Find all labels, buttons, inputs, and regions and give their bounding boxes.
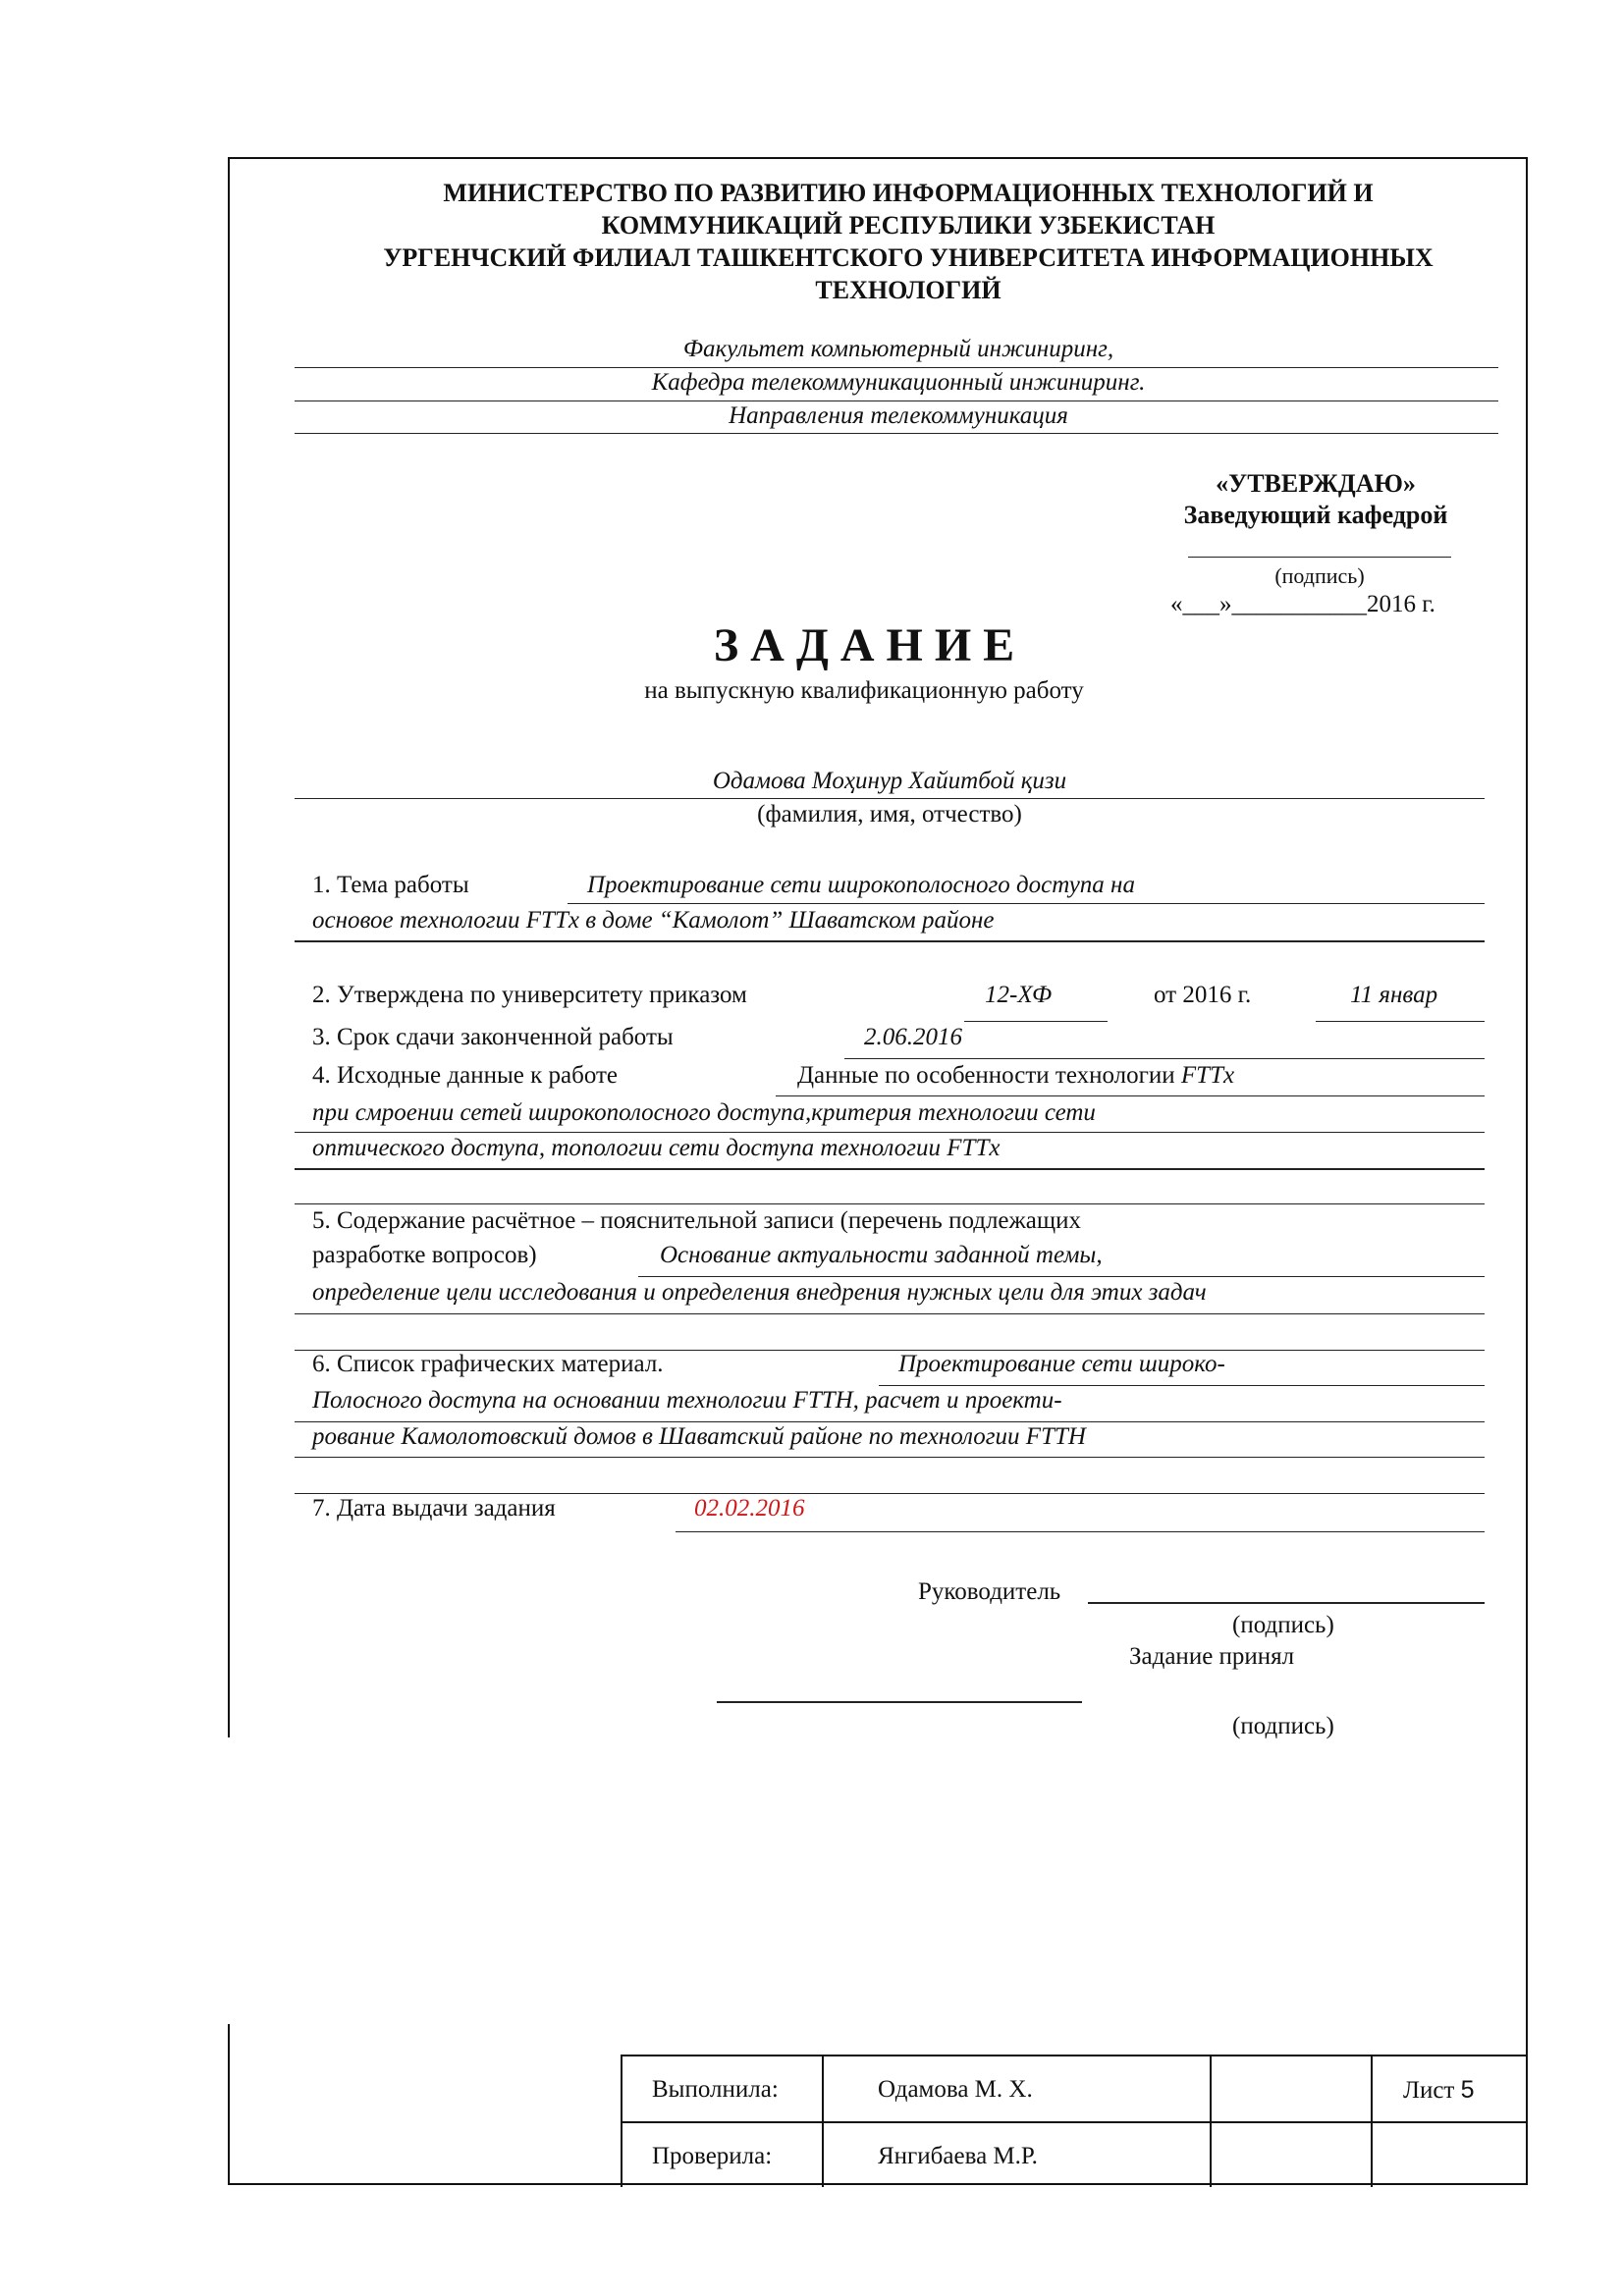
order-date-underline xyxy=(1316,1021,1485,1022)
accepted-label: Задание принял xyxy=(1129,1643,1295,1670)
deadline-label: 3. Срок сдачи законченной работы xyxy=(312,1024,674,1050)
student-name-underline xyxy=(295,798,1485,799)
content-value-line-1: Основание актуальности заданной темы, xyxy=(660,1242,1103,1268)
head-of-department-label: Заведующий кафедрой xyxy=(1183,501,1448,529)
graphics-value-line-2: Полосного доступа на основании технологии FTTH, расчет и проекти- xyxy=(312,1387,1062,1414)
header-line-2: КОММУНИКАЦИЙ РЕСПУБЛИКИ УЗБЕКИСТАН xyxy=(601,211,1216,240)
order-date: 11 январ xyxy=(1350,982,1438,1008)
faculty-name: Факультет компьютерный инжиниринг, xyxy=(682,336,1114,362)
graphics-value-line-1: Проектирование сети широко- xyxy=(898,1351,1225,1377)
source-data-underline-4 xyxy=(295,1203,1485,1204)
source-data-text: Данные по особенности технологии xyxy=(797,1062,1175,1089)
department-underline xyxy=(295,400,1498,401)
deadline-underline xyxy=(844,1058,1485,1059)
order-number: 12-ХФ xyxy=(985,982,1053,1008)
frame-left-border xyxy=(228,157,230,1737)
content-underline-2 xyxy=(295,1313,1485,1314)
student-name-caption: (фамилия, имя, отчество) xyxy=(757,801,1022,828)
approval-date-line: «___»___________2016 г. xyxy=(1170,591,1435,617)
source-data-value-line-1 xyxy=(797,1062,1234,1090)
topic-underline-1 xyxy=(568,903,1485,904)
content-label-line-2: разработке вопросов) xyxy=(312,1242,537,1268)
accepted-signature-caption: (подпись) xyxy=(1232,1713,1334,1739)
frame-right-border xyxy=(1526,157,1528,2185)
faculty-underline xyxy=(295,367,1498,368)
graphics-underline-3 xyxy=(295,1457,1485,1458)
content-underline-1 xyxy=(638,1276,1485,1277)
topic-value-line-2: основое технологии FTTx в доме “Камолот” Шаватском районе xyxy=(312,907,995,934)
supervisor-signature-line xyxy=(1088,1602,1485,1604)
content-value-line-2: определение цели исследования и определения внедрения нужных цели для этих задач xyxy=(312,1279,1207,1306)
issue-date-underline xyxy=(676,1531,1485,1532)
order-label: 2. Утверждена по университету приказом xyxy=(312,982,747,1008)
issue-date-label: 7. Дата выдачи задания xyxy=(312,1495,556,1522)
graphics-underline-1 xyxy=(879,1385,1485,1386)
source-data-label: 4. Исходные данные к работе xyxy=(312,1062,619,1089)
sheet-label: Лист xyxy=(1403,2077,1455,2104)
issue-date-value: 02.02.2016 xyxy=(694,1495,805,1522)
checked-by-label: Проверила: xyxy=(652,2143,773,2169)
source-data-value-line-2: при смроении сетей широкополосного доступа,критерия технологии сети xyxy=(312,1099,1096,1126)
sheet-cell xyxy=(1403,2076,1475,2105)
direction-name: Направления телекоммуникация xyxy=(729,402,1068,429)
done-by-name: Одамова М. Х. xyxy=(878,2076,1033,2103)
approval-signature-line xyxy=(1188,557,1451,558)
deadline-value: 2.06.2016 xyxy=(864,1024,962,1050)
topic-label: 1. Тема работы xyxy=(312,872,469,898)
header-line-3: УРГЕНЧСКИЙ ФИЛИАЛ ТАШКЕНТСКОГО УНИВЕРСИТЕТА ИНФОРМАЦИОННЫХ xyxy=(383,243,1434,272)
topic-value-line-1: Проектирование сети широкополосного доступа на xyxy=(587,872,1135,898)
order-from-label: от 2016 г. xyxy=(1154,982,1252,1008)
content-label-line-1: 5. Содержание расчётное – пояснительной записи (перечень подлежащих xyxy=(312,1207,1082,1234)
source-data-underline-3 xyxy=(295,1168,1485,1170)
topic-underline-2 xyxy=(295,940,1485,942)
source-data-underline-2 xyxy=(295,1132,1485,1133)
student-name: Одамова Моҳинур Хайитбой қизи xyxy=(712,768,1067,794)
source-data-tech: FTTx xyxy=(1180,1062,1235,1089)
title-block-table xyxy=(621,2055,1528,2187)
supervisor-label: Руководитель xyxy=(918,1578,1061,1605)
frame-left-border-lower xyxy=(228,2024,230,2185)
header-line-4: ТЕХНОЛОГИЙ xyxy=(815,276,1001,304)
order-number-underline xyxy=(964,1021,1108,1022)
done-by-label: Выполнила: xyxy=(652,2076,779,2103)
direction-underline xyxy=(295,433,1498,434)
header-line-1: МИНИСТЕРСТВО ПО РАЗВИТИЮ ИНФОРМАЦИОННЫХ ТЕХНОЛОГИЙ И xyxy=(443,179,1374,207)
graphics-underline-4 xyxy=(295,1493,1485,1494)
frame-top-border xyxy=(228,157,1528,159)
graphics-value-line-3: рование Камолотовский домов в Шаватский районе по технологии FTTH xyxy=(312,1423,1086,1450)
document-title: З А Д А Н И Е xyxy=(713,619,1015,671)
approve-label: «УТВЕРЖДАЮ» xyxy=(1216,469,1416,498)
approval-signature-caption: (подпись) xyxy=(1274,563,1365,588)
checked-by-name: Янгибаева М.Р. xyxy=(878,2143,1038,2169)
graphics-underline-2 xyxy=(295,1421,1485,1422)
document-subtitle: на выпускную квалификационную работу xyxy=(644,677,1084,704)
sheet-number: 5 xyxy=(1460,2076,1475,2104)
department-name: Кафедра телекоммуникационный инжиниринг. xyxy=(651,369,1146,396)
supervisor-signature-caption: (подпись) xyxy=(1232,1612,1334,1638)
accepted-signature-line xyxy=(717,1701,1082,1703)
source-data-underline-1 xyxy=(776,1095,1485,1096)
title-block-row-divider xyxy=(623,2121,1528,2123)
source-data-value-line-3: оптического доступа, топологии сети доступа технологии FTTx xyxy=(312,1135,1001,1161)
graphics-label: 6. Список графических материал. xyxy=(312,1351,664,1377)
